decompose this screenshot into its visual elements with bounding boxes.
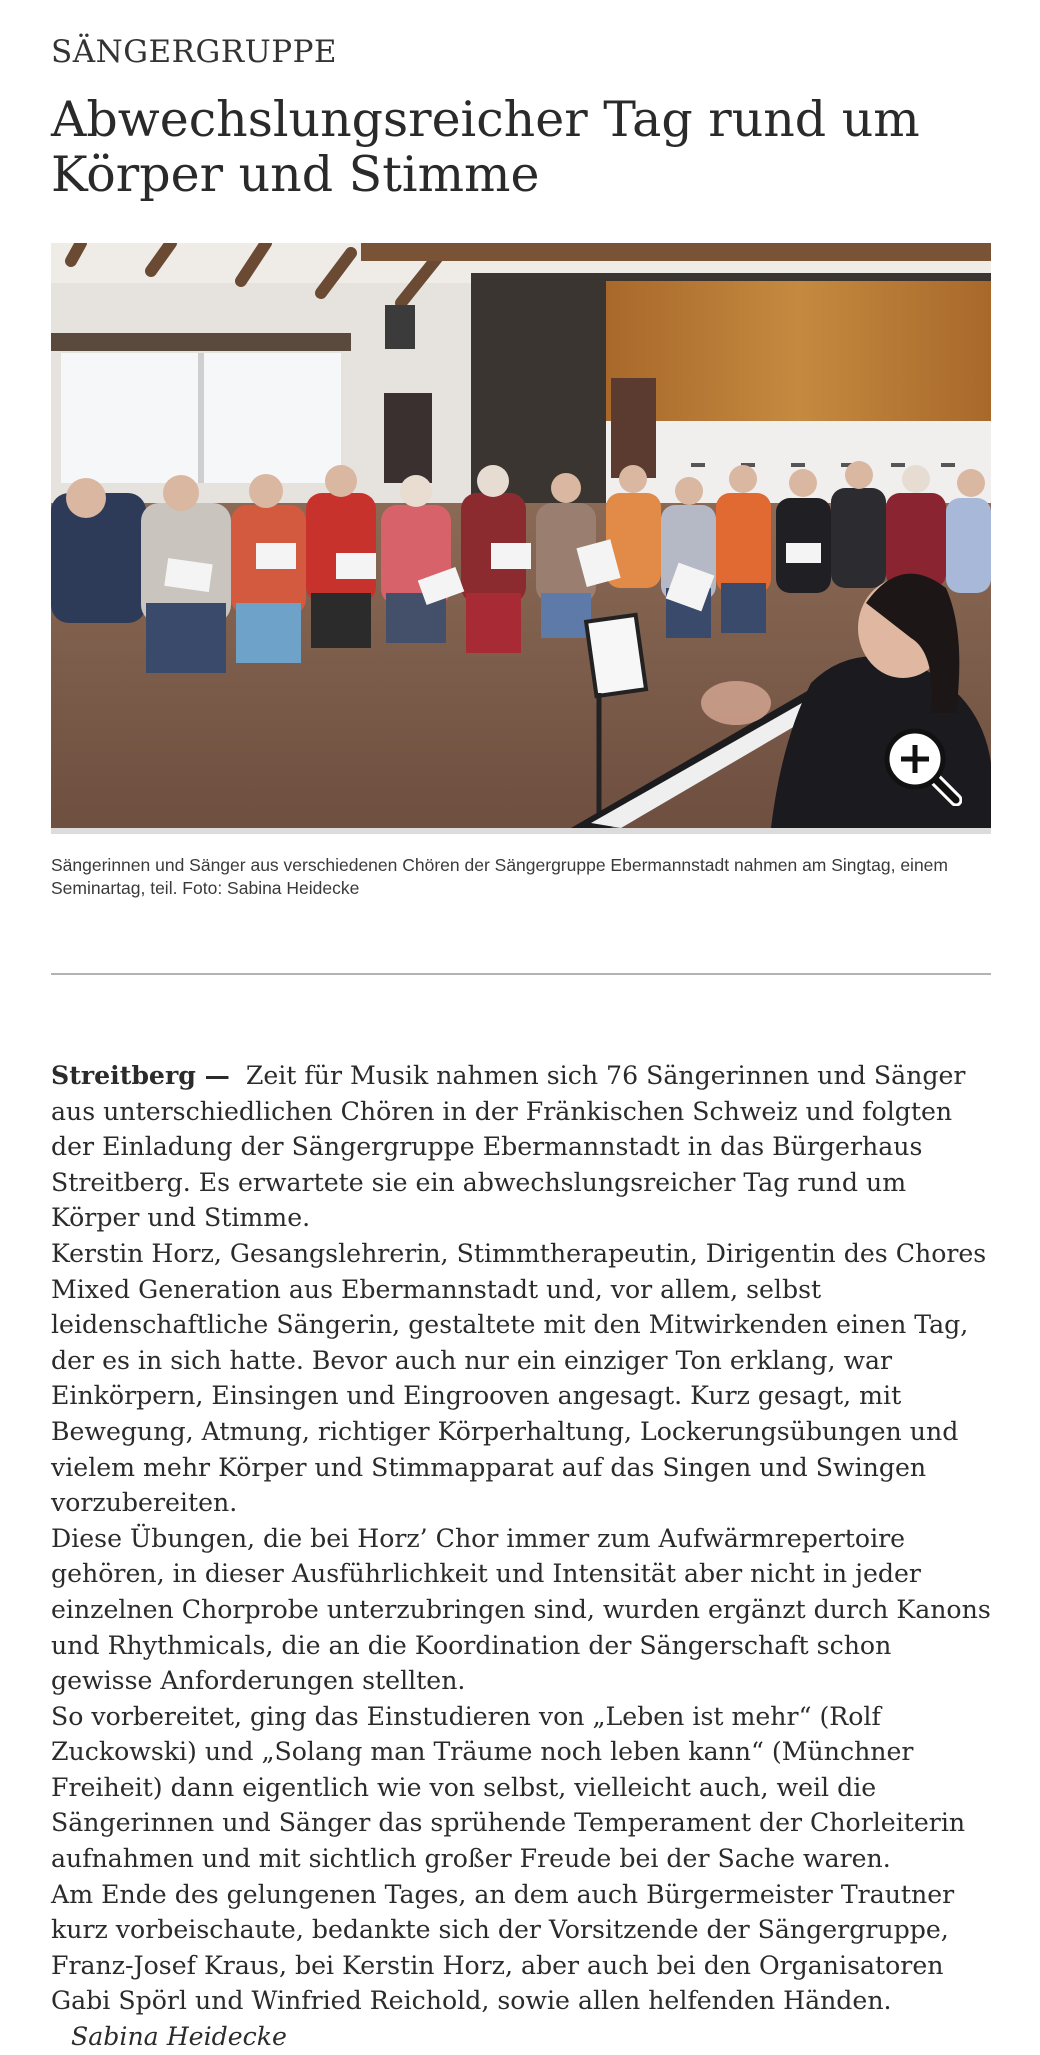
- article-photo[interactable]: [51, 243, 991, 828]
- dateline: Streitberg —: [51, 1060, 230, 1090]
- author-byline: Sabina Heidecke: [71, 2022, 287, 2052]
- photo-caption: Sängerinnen und Sänger aus verschiedenen Chören der Sängergruppe Ebermannstadt nahmen am Singtag, einem Seminartag, teil. Foto: Sabina Heidecke: [51, 855, 948, 898]
- paragraph-3: Diese Übungen, die bei Horz’ Chor immer zum Aufwärmrepertoire gehören, in dieser Ausführlichkeit und Intensität aber nicht in jeder einzelnen Chorprobe unterzubringen sind, wurden ergänzt durch Kanons und Rhythmicals, die an die Koordination der Sängerschaft schon gewisse Anforderungen stellten.: [51, 1523, 991, 1696]
- paragraph-1-text: Zeit für Musik nahmen sich 76 Sängerinnen und Sänger aus unterschiedlichen Chören in der Fränkischen Schweiz und folgten der Einladung der Sängergruppe Ebermannstadt in das Bürgerhaus Streitberg. Es erwartete sie ein abwechslungsreicher Tag rund um Körper und Stimme.: [51, 1061, 966, 1233]
- article-body: [51, 1058, 996, 2055]
- paragraph-5: Am Ende des gelungenen Tages, an dem auch Bürgermeister Trautner kurz vorbeischaute, bedankte sich der Vorsitzende der Sängergruppe, Franz-Josef Kraus, bei Kerstin Horz, aber auch bei den Organisatoren Gabi Spörl und Winfried Reichold, sowie allen helfenden Händen.: [51, 1879, 955, 2016]
- paragraph-2: Kerstin Horz, Gesangslehrerin, Stimmtherapeutin, Dirigentin des Chores Mixed Generation aus Ebermannstadt und, vor allem, selbst leidenschaftliche Sängerin, gestaltete mit den Mitwirkenden einen Tag, der es in sich hatte. Bevor auch nur ein einziger Ton erklang, war Einkörpern, Einsingen und Eingrooven angesagt. Kurz gesagt, mit Bewegung, Atmung, richtiger Körperhaltung, Lockerungsübungen und vielem mehr Körper und Stimmapparat auf das Singen und Swingen vorzubereiten.: [51, 1238, 987, 1518]
- zoom-in-magnifier-icon[interactable]: [882, 726, 962, 806]
- paragraph-4: So vorbereitet, ging das Einstudieren von „Leben ist mehr“ (Rolf Zuckowski) und „Solang man Träume noch leben kann“ (Münchner Freiheit) dann eigentlich wie von selbst, vielleicht auch, weil die Sängerinnen und Sänger das sprühende Temperament der Chorleiterin aufnahmen und mit sichtlich großer Freude bei der Sache waren.: [51, 1701, 966, 1874]
- article-headline: Abwechslungsreicher Tag rund um Körper und Stimme: [51, 91, 920, 203]
- choir-photo-illustration: [51, 243, 991, 828]
- paragraph-1: [51, 1058, 996, 1236]
- photo-bottom-bar: [51, 828, 991, 834]
- section-kicker: SÄNGERGRUPPE: [51, 34, 338, 70]
- section-divider: [51, 973, 991, 975]
